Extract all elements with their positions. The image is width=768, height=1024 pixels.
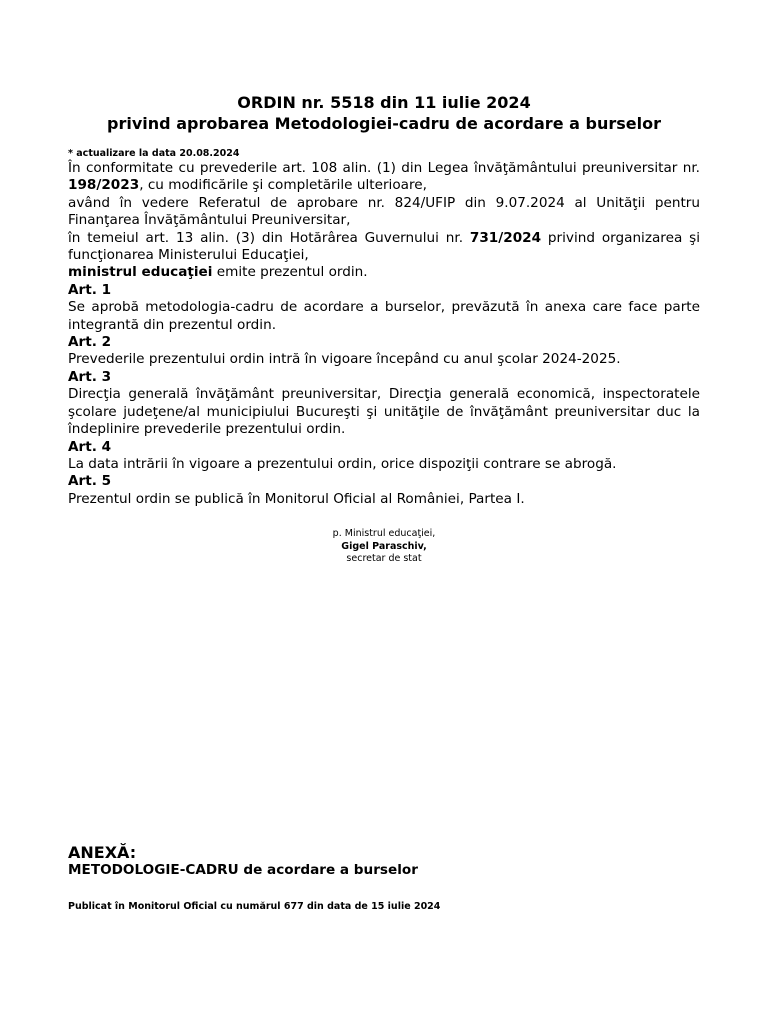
- minister-title: ministrul educaţiei: [68, 264, 213, 281]
- signatory-role: secretar de stat: [346, 553, 422, 565]
- article-4-heading: Art. 4: [68, 438, 112, 455]
- update-note: * actualizare la data 20.08.2024: [68, 148, 240, 159]
- article-4-text: La data intrării în vigoare a prezentului ordin, orice dispoziţii contrare se abrogă.: [68, 455, 617, 472]
- article-1-heading: Art. 1: [68, 281, 112, 298]
- annex-title: ANEXĂ:: [68, 843, 137, 862]
- law-number: 198/2023: [68, 177, 140, 194]
- article-5-text: Prezentul ordin se publică în Monitorul Oficial al României, Partea I.: [68, 490, 525, 507]
- article-1-text: Se aprobă metodologia-cadru de acordare a burselor, prevăzută în anexa care face parte integrantă din prezentul ordin.: [68, 299, 700, 333]
- title-line-1: ORDIN nr. 5518 din 11 iulie 2024: [237, 93, 531, 112]
- page-title: [68, 92, 700, 134]
- hg-number: 731/2024: [469, 229, 542, 246]
- preamble-paragraph-4: ministrul educaţiei emite prezentul ordin.: [68, 264, 368, 281]
- article-3-heading: Art. 3: [68, 368, 112, 385]
- article-2-heading: Art. 2: [68, 334, 112, 351]
- preamble-paragraph-1: În conformitate cu prevederile art. 108 alin. (1) din Legea învăţământului preuniversitar nr. 198/2023, cu modificările şi completările ulterioare,: [68, 160, 700, 194]
- signature-line: p. Ministrul educaţiei,: [332, 528, 436, 540]
- signature-block: [68, 528, 700, 566]
- signatory-name: Gigel Paraschiv,: [341, 540, 427, 552]
- article-5-heading: Art. 5: [68, 473, 112, 490]
- preamble-paragraph-3: în temeiul art. 13 alin. (3) din Hotărârea Guvernului nr. 731/2024 privind organizarea şi funcţionarea Ministerului Educaţiei,: [68, 229, 700, 264]
- annex-section: [68, 843, 700, 913]
- preamble-paragraph-2: având în vedere Referatul de aprobare nr. 824/UFIP din 9.07.2024 al Unităţii pentru Finanţarea Învăţământului Preuniversitar,: [68, 194, 700, 229]
- article-2-text: Prevederile prezentului ordin intră în vigoare începând cu anul şcolar 2024-2025.: [68, 351, 621, 368]
- article-3-text: Direcţia generală învăţământ preuniversitar, Direcţia generală economică, inspectoratele şcolare judeţene/al municipiului Bucureşti şi unităţile de învăţământ preuniversitar duc la îndeplinire prevederile prezentului ordin.: [68, 386, 700, 438]
- document-body: [68, 160, 700, 508]
- order-document: [68, 92, 700, 566]
- title-line-2: privind aprobarea Metodologiei-cadru de acordare a burselor: [107, 114, 661, 133]
- annex-subtitle: METODOLOGIE-CADRU de acordare a burselor: [68, 862, 418, 878]
- publication-note: Publicat în Monitorul Oficial cu numărul 677 din data de 15 iulie 2024: [68, 901, 441, 912]
